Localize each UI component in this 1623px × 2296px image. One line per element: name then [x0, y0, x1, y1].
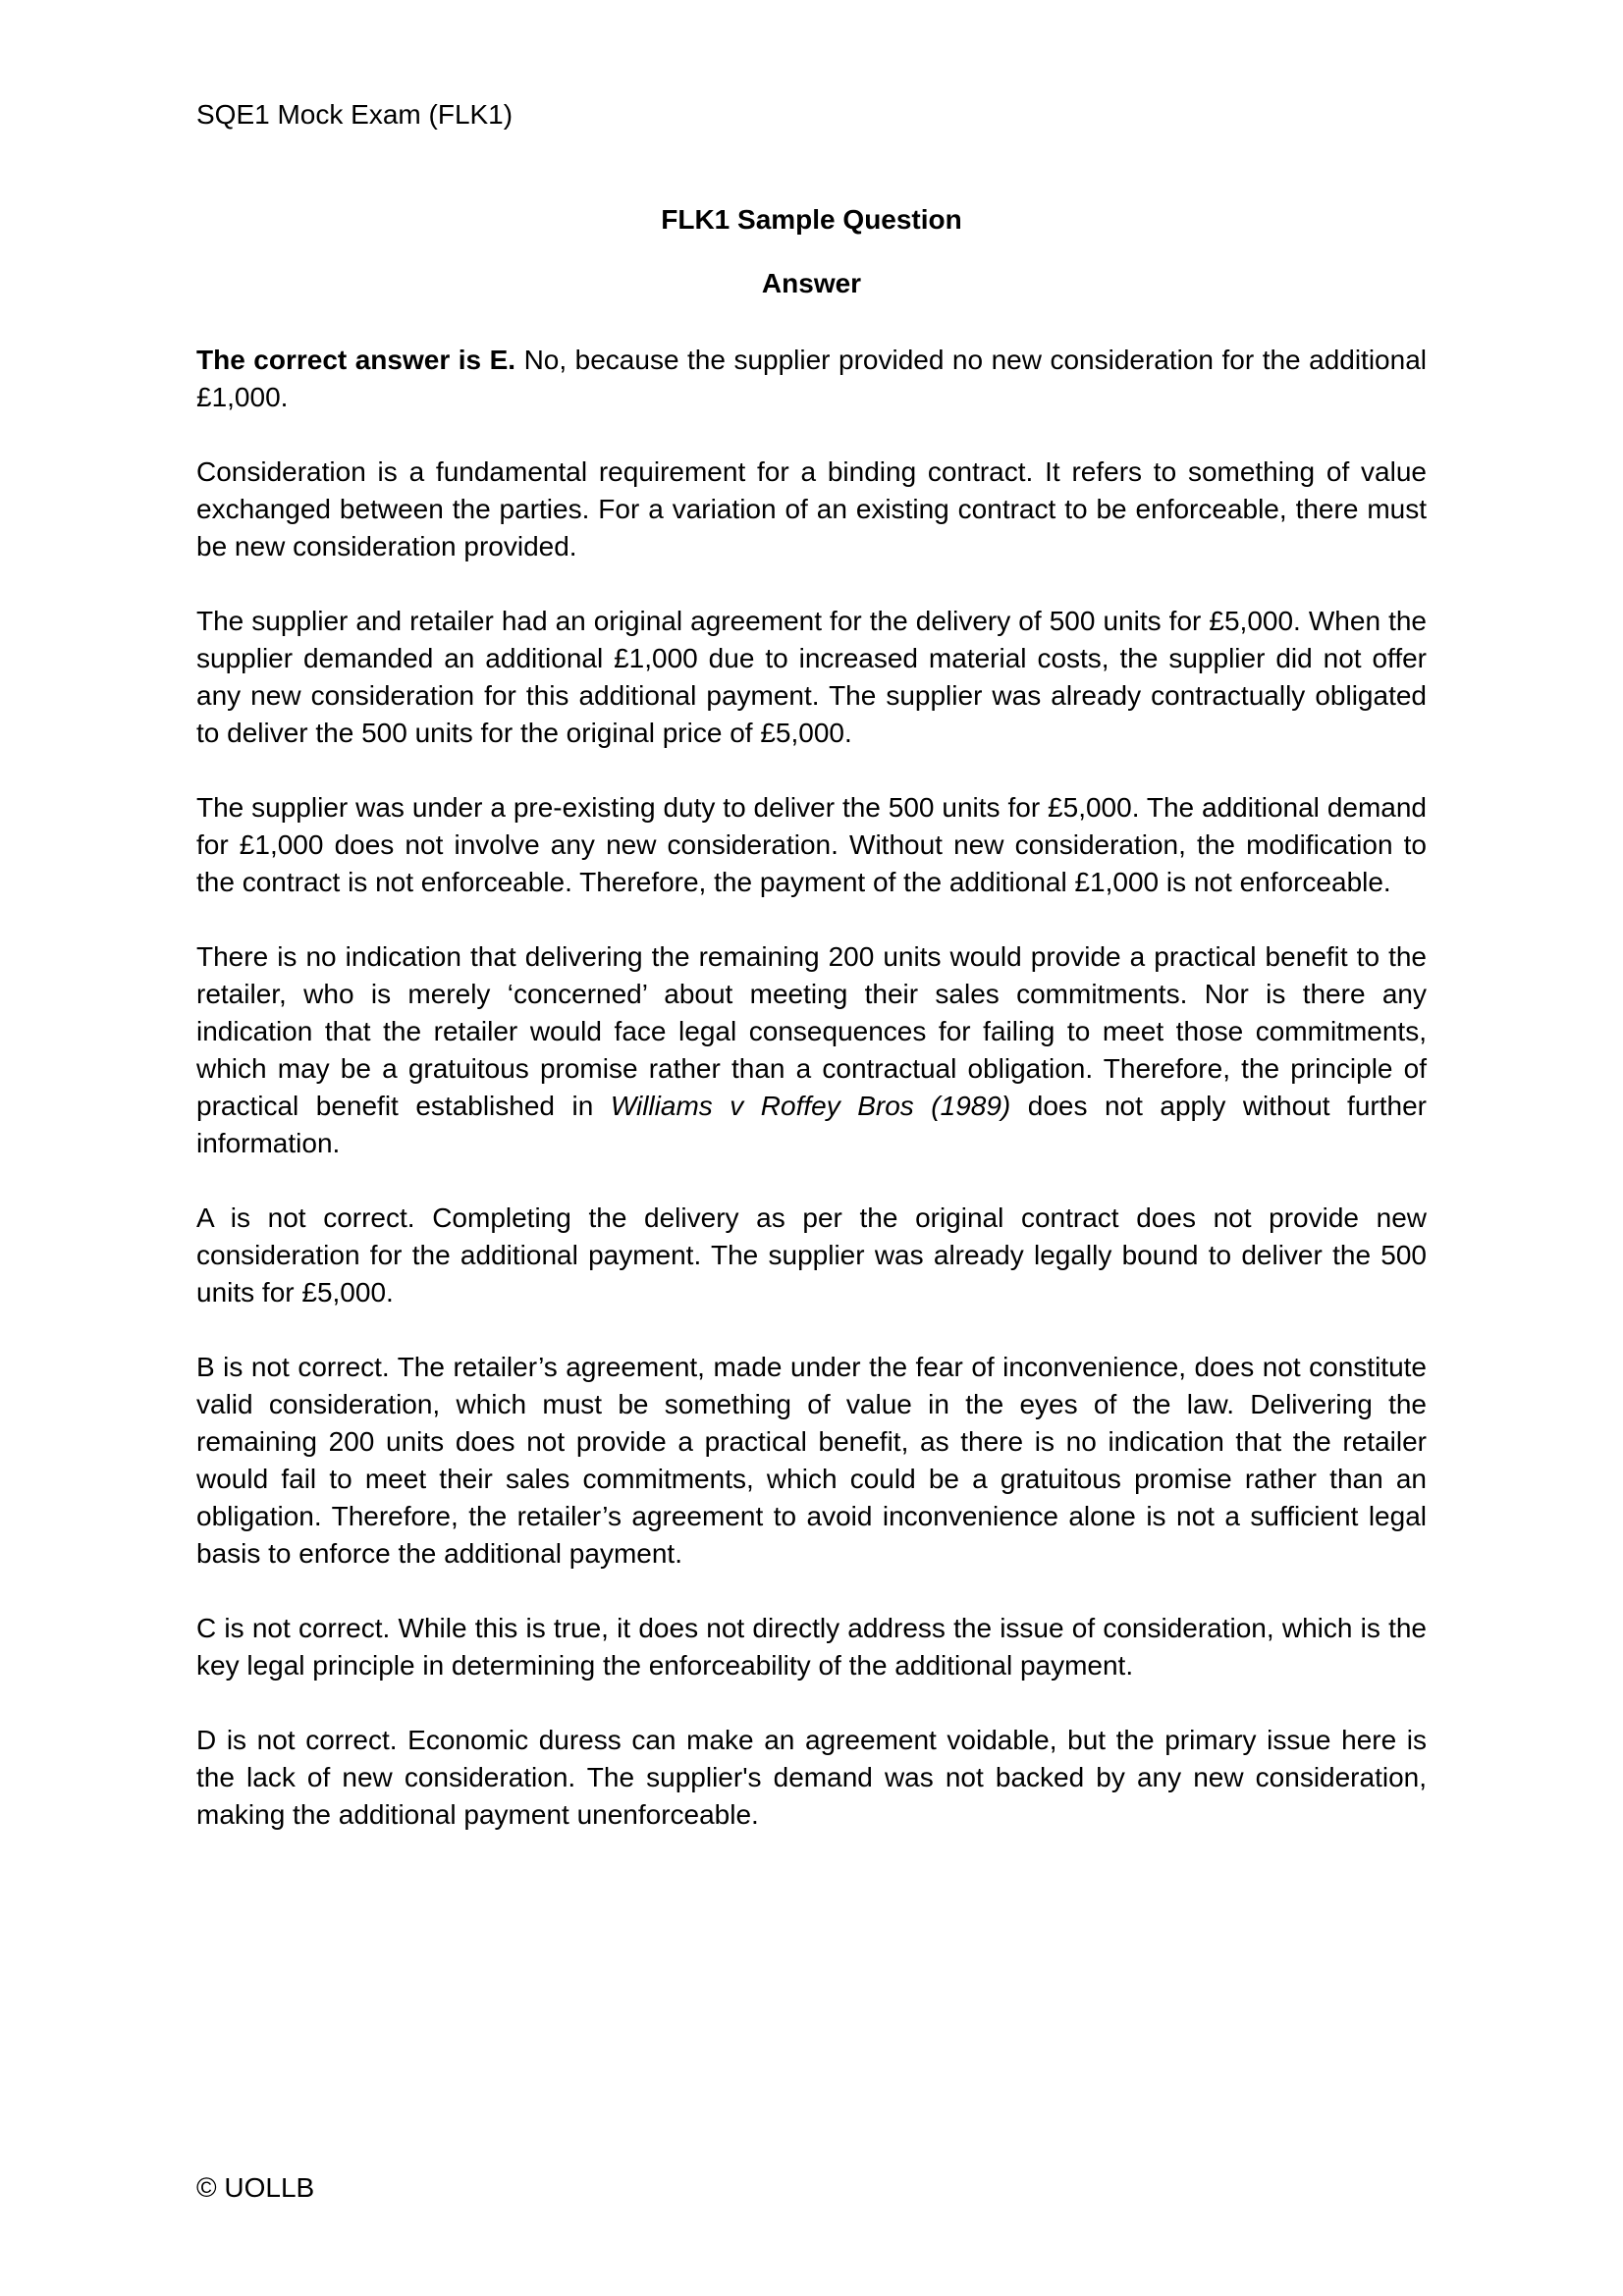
paragraph-practical-benefit	[196, 938, 1427, 1162]
answer-lead-paragraph	[196, 342, 1427, 416]
document-header: SQE1 Mock Exam (FLK1)	[196, 99, 514, 130]
paragraph-option-a: A is not correct. Completing the delivery as per the original contract does not provide new consideration for the additional payment. The supplier was already legally bound to deliver the 500 units for £5,000.	[196, 1202, 1427, 1308]
paragraph-option-b: B is not correct. The retailer’s agreement, made under the fear of inconvenience, does not constitute valid consideration, which must be something of value in the eyes of the law. Delivering the remaining 200 units does not provide a practical benefit, as there is no indication that the retailer would fail to meet their sales commitments, which could be a gratuitous promise rather than an obligation. Therefore, the retailer’s agreement to avoid inconvenience alone is not a sufficient legal basis to enforce the additional payment.	[196, 1352, 1427, 1569]
practical-benefit-text-before: There is no indication that delivering the remaining 200 units would provide a practical benefit to the retailer, who is merely ‘concerned’ about meeting their sales commitments. Nor is there any indication that the retailer would face legal consequences for failing to meet those commitments, which may be a gratuitous promise rather than a contractual obligation. Therefore, the principle of practical benefit established in	[196, 941, 1427, 1121]
correct-answer-statement: The correct answer is E.	[196, 345, 516, 375]
practical-benefit-text-after: does not apply without further information.	[196, 1091, 1427, 1158]
paragraph-consideration-principle: Consideration is a fundamental requirement for a binding contract. It refers to something of value exchanged between the parties. For a variation of an existing contract to be enforceable, there must be new consideration provided.	[196, 456, 1427, 561]
answer-body	[196, 342, 1427, 1834]
paragraph-pre-existing-duty: The supplier was under a pre-existing duty to deliver the 500 units for £5,000. The additional demand for £1,000 does not involve any new consideration. Without new consideration, the modification to the contract is not enforceable. Therefore, the payment of the additional £1,000 is not enforceable.	[196, 792, 1427, 897]
copyright-footer: © UOLLB	[196, 2172, 315, 2203]
page-title: FLK1 Sample Question	[661, 204, 962, 235]
correct-answer-explanation: No, because the supplier provided no new consideration for the additional £1,000.	[196, 345, 1427, 412]
paragraph-option-d: D is not correct. Economic duress can make an agreement voidable, but the primary issue here is the lack of new consideration. The supplier's demand was not backed by any new consideration, making the additional payment unenforceable.	[196, 1725, 1427, 1830]
page-subtitle: Answer	[761, 268, 862, 298]
paragraph-original-agreement: The supplier and retailer had an original agreement for the delivery of 500 units for £5,000. When the supplier demanded an additional £1,000 due to increased material costs, the supplier did not offer any new consideration for this additional payment. The supplier was already contractually obligated to deliver the 500 units for the original price of £5,000.	[196, 606, 1427, 748]
case-citation: Williams v Roffey Bros (1989)	[610, 1091, 1011, 1121]
paragraph-option-c: C is not correct. While this is true, it does not directly address the issue of consideration, which is the key legal principle in determining the enforceability of the additional payment.	[196, 1613, 1427, 1681]
